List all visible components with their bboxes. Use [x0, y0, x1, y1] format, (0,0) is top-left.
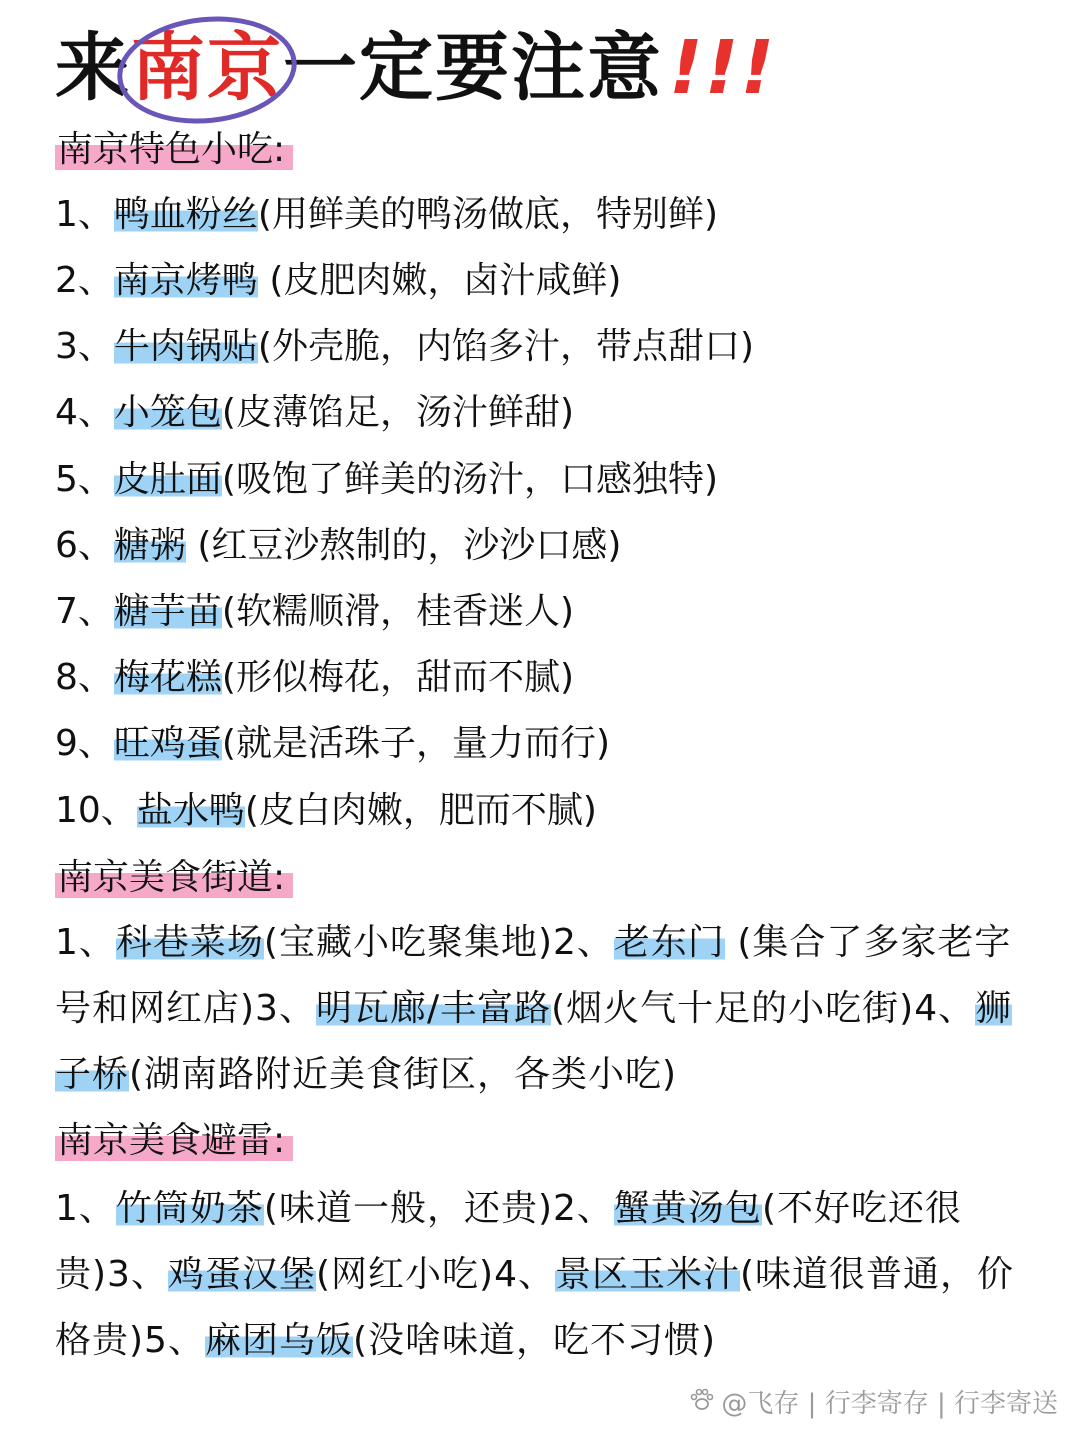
section-heading-snacks: 南京特色小吃: — [55, 126, 293, 174]
avoid-desc: (味道一般，还贵) — [263, 1188, 554, 1229]
title-suffix: 一定要注意 — [283, 25, 663, 111]
snack-desc: (形似梅花，甜而不腻) — [221, 657, 575, 698]
snack-num: 3、 — [55, 326, 114, 367]
snack-item-4 — [55, 388, 574, 438]
avoid-num: 3、 — [107, 1254, 168, 1295]
avoid-desc: (网红小吃) — [315, 1254, 495, 1295]
snack-item-8 — [55, 653, 574, 703]
street-name: 狮子桥 — [55, 988, 1013, 1095]
snack-desc: (外壳脆，内馅多汁，带点甜口) — [257, 326, 755, 367]
snack-item-10 — [55, 786, 597, 836]
snack-name: 小笼包 — [113, 392, 222, 433]
snack-item-2 — [55, 256, 621, 306]
snack-name: 南京烤鸭 — [113, 260, 258, 301]
paw-icon — [689, 1388, 717, 1419]
snack-name: 梅花糕 — [113, 657, 222, 698]
snack-num: 9、 — [55, 723, 114, 764]
street-num: 2、 — [553, 922, 614, 963]
street-num: 3、 — [255, 988, 316, 1029]
snack-num: 4、 — [55, 392, 114, 433]
avoid-name: 景区玉米汁 — [554, 1254, 740, 1295]
snack-num: 6、 — [55, 525, 114, 566]
snack-num: 2、 — [55, 260, 114, 301]
page-title — [55, 22, 776, 114]
title-highlight — [131, 25, 283, 111]
street-desc: (湖南路附近美食街区，各类小吃) — [129, 1054, 678, 1095]
snack-num: 1、 — [55, 194, 114, 235]
streets-paragraph — [55, 910, 1015, 1108]
snack-item-6 — [55, 521, 621, 571]
snack-name: 牛肉锅贴 — [113, 326, 258, 367]
street-name: 科巷菜场 — [115, 922, 264, 963]
avoid-num: 1、 — [55, 1188, 116, 1229]
avoid-name: 麻团乌饭 — [204, 1320, 353, 1361]
snack-item-1 — [55, 190, 718, 240]
snack-num: 5、 — [55, 459, 114, 500]
street-num: 1、 — [55, 922, 116, 963]
avoid-desc: (没啥味道，吃不习惯) — [352, 1320, 717, 1361]
street-num: 4、 — [914, 988, 976, 1029]
snack-desc: (软糯顺滑，桂香迷人) — [221, 591, 575, 632]
snack-desc: (皮肥肉嫩，卤汁咸鲜) — [257, 260, 622, 301]
snack-desc: (用鲜美的鸭汤做底，特别鲜) — [257, 194, 719, 235]
street-name: 老东门 — [613, 922, 725, 963]
snack-name: 盐水鸭 — [136, 790, 245, 831]
street-desc: (烟火气十足的小吃街) — [551, 988, 915, 1029]
watermark-text: @飞存 | 行李寄存 | 行李寄送 — [721, 1389, 1058, 1419]
snack-name: 糖粥 — [113, 525, 186, 566]
avoid-desc: (不好吃还很贵) — [55, 1188, 962, 1295]
snack-num: 8、 — [55, 657, 114, 698]
section-heading-streets: 南京美食街道: — [55, 854, 293, 902]
avoid-num: 2、 — [553, 1188, 614, 1229]
snack-desc: (皮薄馅足，汤汁鲜甜) — [221, 392, 575, 433]
street-desc: (宝藏小吃聚集地) — [263, 922, 554, 963]
snack-num: 7、 — [55, 591, 114, 632]
snack-name: 鸭血粉丝 — [113, 194, 258, 235]
snack-desc: (红豆沙熬制的，沙沙口感) — [185, 525, 622, 566]
snack-name: 旺鸡蛋 — [113, 723, 222, 764]
snack-desc: (皮白肉嫩，肥而不腻) — [244, 790, 597, 831]
avoid-num: 4、 — [494, 1254, 555, 1295]
avoid-name: 鸡蛋汉堡 — [167, 1254, 316, 1295]
watermark — [689, 1383, 1058, 1420]
snack-item-9 — [55, 719, 610, 769]
snack-desc: (吸饱了鲜美的汤汁，口感独特) — [221, 459, 719, 500]
title-highlight-text: 南京 — [131, 25, 283, 111]
avoid-num: 5、 — [144, 1320, 205, 1361]
section-heading-avoid: 南京美食避雷: — [55, 1117, 293, 1165]
street-name: 明瓦廊/丰富路 — [315, 988, 552, 1029]
avoid-name: 蟹黄汤包 — [613, 1188, 762, 1229]
title-exclaim: !!! — [669, 25, 777, 111]
snack-num: 10、 — [55, 790, 137, 831]
snack-name: 皮肚面 — [113, 459, 222, 500]
title-prefix: 来 — [55, 25, 131, 111]
street-desc: (集合了多家老字号和网红店) — [55, 922, 1012, 1029]
avoid-paragraph — [55, 1176, 1015, 1374]
snack-item-7 — [55, 587, 574, 637]
avoid-name: 竹筒奶茶 — [115, 1188, 264, 1229]
snack-name: 糖芋苗 — [113, 591, 222, 632]
avoid-desc: (味道很普通，价格贵) — [55, 1254, 1015, 1361]
snack-item-3 — [55, 322, 754, 372]
snack-item-5 — [55, 455, 718, 505]
snack-desc: (就是活珠子，量力而行) — [221, 723, 611, 764]
